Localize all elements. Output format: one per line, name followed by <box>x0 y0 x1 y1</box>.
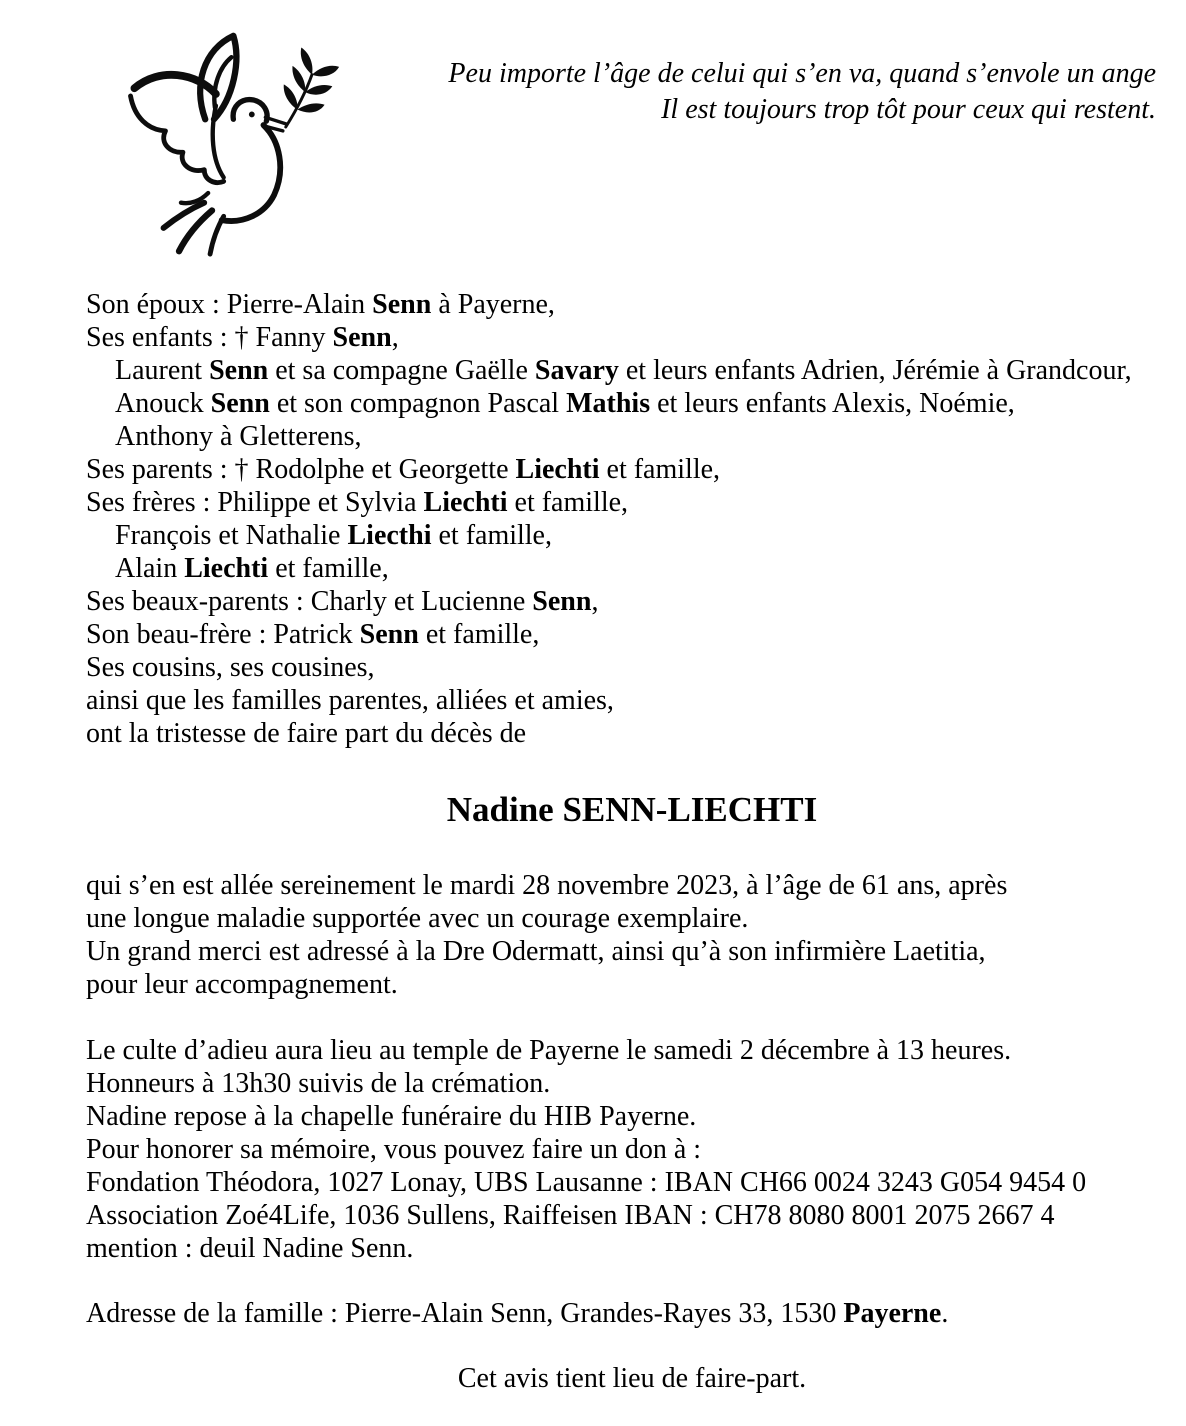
ceremony-line: Le culte d’adieu aura lieu au temple de Payerne le samedi 2 décembre à 13 heures. <box>86 1035 1012 1066</box>
family-line: Ses parents : † Rodolphe et Georgette Liechti et famille, <box>86 454 721 485</box>
legal-notice-line: Cet avis tient lieu de faire-part. <box>457 1363 807 1394</box>
family-line: Anthony à Gletterens, <box>115 421 362 452</box>
family-line: Son époux : Pierre-Alain Senn à Payerne, <box>86 289 555 320</box>
ceremony-mention-line: mention : deuil Nadine Senn. <box>86 1233 414 1264</box>
deceased-name: Nadine SENN-LIECHTI <box>446 790 818 829</box>
peace-dove-icon <box>110 30 348 258</box>
obituary-content <box>86 288 1178 1395</box>
family-line: Ses beaux-parents : Charly et Lucienne Senn, <box>86 586 599 617</box>
announcement-line: une longue maladie supportée avec un courage exemplaire. <box>86 903 749 934</box>
family-line: Ses enfants : † Fanny Senn, <box>86 322 399 353</box>
family-line: François et Nathalie Liecthi et famille, <box>115 520 552 551</box>
family-line: ont la tristesse de faire part du décès de <box>86 718 527 749</box>
ceremony-paragraph <box>86 1034 1178 1265</box>
ceremony-line: Nadine repose à la chapelle funéraire du HIB Payerne. <box>86 1101 697 1132</box>
family-line: Son beau-frère : Patrick Senn et famille, <box>86 619 540 650</box>
family-line: Alain Liechti et famille, <box>115 553 389 584</box>
quote-line-1: Peu importe l’âge de celui qui s’en va, quand s’envole un ange <box>448 58 1156 89</box>
family-list <box>86 288 1178 750</box>
family-line: Anouck Senn et son compagnon Pascal Mathis et leurs enfants Alexis, Noémie, <box>115 388 1015 419</box>
announcement-line: Un grand merci est adressé à la Dre Odermatt, ainsi qu’à son infirmière Laetitia, <box>86 936 986 967</box>
family-line: Ses cousins, ses cousines, <box>86 652 375 683</box>
ceremony-line: Pour honorer sa mémoire, vous pouvez faire un don à : <box>86 1134 702 1165</box>
announcement-line: pour leur accompagnement. <box>86 969 398 1000</box>
family-line: Laurent Senn et sa compagne Gaëlle Savary et leurs enfants Adrien, Jérémie à Grandcour, <box>115 355 1132 386</box>
ceremony-donation-line: Association Zoé4Life, 1036 Sullens, Raiffeisen IBAN : CH78 8080 8001 2075 2667 4 <box>86 1200 1055 1231</box>
memorial-quote <box>360 56 1156 128</box>
announcement-paragraph <box>86 869 1178 1001</box>
family-line: Ses frères : Philippe et Sylvia Liechti et famille, <box>86 487 629 518</box>
quote-line-2: Il est toujours trop tôt pour ceux qui restent. <box>661 94 1156 125</box>
ceremony-line: Honneurs à 13h30 suivis de la crémation. <box>86 1068 551 1099</box>
ceremony-donation-line: Fondation Théodora, 1027 Lonay, UBS Lausanne : IBAN CH66 0024 3243 G054 9454 0 <box>86 1167 1087 1198</box>
family-address-line: Adresse de la famille : Pierre-Alain Senn, Grandes-Rayes 33, 1530 Payerne. <box>86 1298 949 1329</box>
announcement-line: qui s’en est allée sereinement le mardi 28 novembre 2023, à l’âge de 61 ans, après <box>86 870 1008 901</box>
family-line: ainsi que les familles parentes, alliées et amies, <box>86 685 614 716</box>
